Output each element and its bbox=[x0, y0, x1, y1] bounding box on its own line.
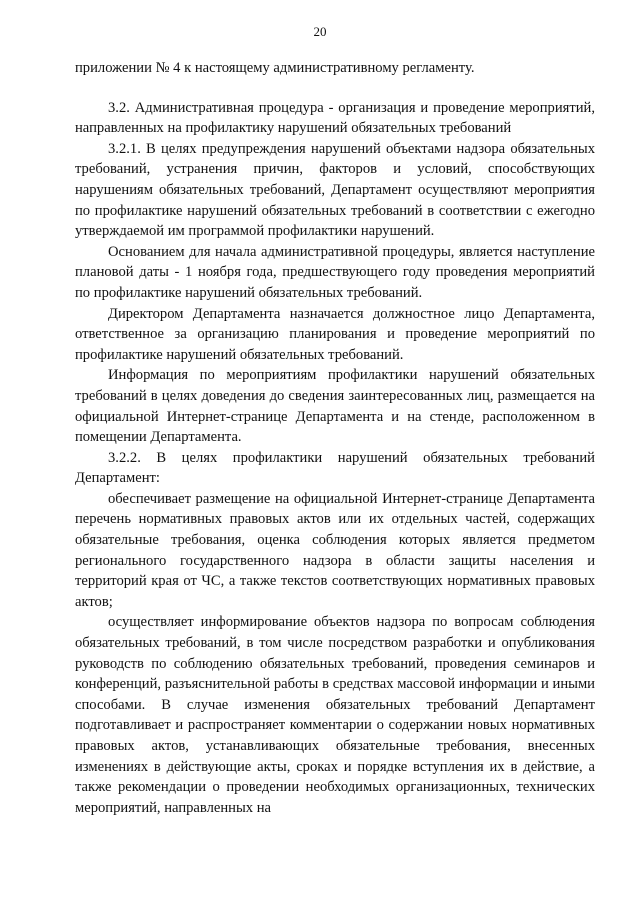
page-number: 20 bbox=[313, 24, 327, 39]
list-item-publishes: обеспечивает размещение на официальной Интернет-странице Департамента перечень нормативных правовых актов или их отдельных частей, содержащих обязательные требования, оценка соблюдения которых является предметом регионального государственного надзора в области защиты населения и территорий края от ЧС, а также текстов соответствующих нормативных правовых актов; bbox=[75, 490, 595, 610]
paragraph-3-2-2: 3.2.2. В целях профилактики нарушений обязательных требований Департамент: bbox=[75, 449, 595, 487]
paragraph-director: Директором Департамента назначается должностное лицо Департамента, ответственное за организацию планирования и проведение мероприятий по профилактике нарушений обязательных требований. bbox=[75, 305, 595, 363]
paragraph-information: Информация по мероприятиям профилактики нарушений обязательных требований в целях доведения до сведения заинтересованных лиц, размещается на официальной Интернет-странице Департамента и на стенде, расположенном в помещении Департамента. bbox=[75, 367, 595, 446]
section-heading-3-2: 3.2. Административная процедура - организация и проведение мероприятий, направленных на профилактику нарушений обязательных требований bbox=[75, 99, 595, 137]
document-body bbox=[75, 58, 595, 818]
paragraph-3-2-1: 3.2.1. В целях предупреждения нарушений объектами надзора обязательных требований, устранения причин, факторов и условий, способствующих нарушениям обязательных требований, Департамент осуществляют мероприятия по профилактике нарушений обязательных требований в соответствии с ежегодно утверждаемой им программой профилактики нарушений. bbox=[75, 140, 595, 240]
paragraph-basis: Основанием для начала административной процедуры, является наступление плановой даты - 1 ноября года, предшествующего году проведения мероприятий по профилактике нарушений обязательных требований. bbox=[75, 243, 595, 301]
paragraph-continuation: приложении № 4 к настоящему административному регламенту. bbox=[75, 60, 475, 76]
list-item-informs: осуществляет информирование объектов надзора по вопросам соблюдения обязательных требований, в том числе посредством разработки и опубликования руководств по соблюдению обязательных требований, проведения семинаров и конференций, разъяснительной работы в средствах массовой информации и иными способами. В случае изменения обязательных требований Департамент подготавливает и распространяет комментарии о содержании новых нормативных правовых актов, устанавливающих обязательные требования, внесенных изменениях в действующие акты, сроках и порядке вступления их в действие, а также рекомендации о проведении необходимых организационных, технических мероприятий, направленных на bbox=[75, 614, 595, 816]
